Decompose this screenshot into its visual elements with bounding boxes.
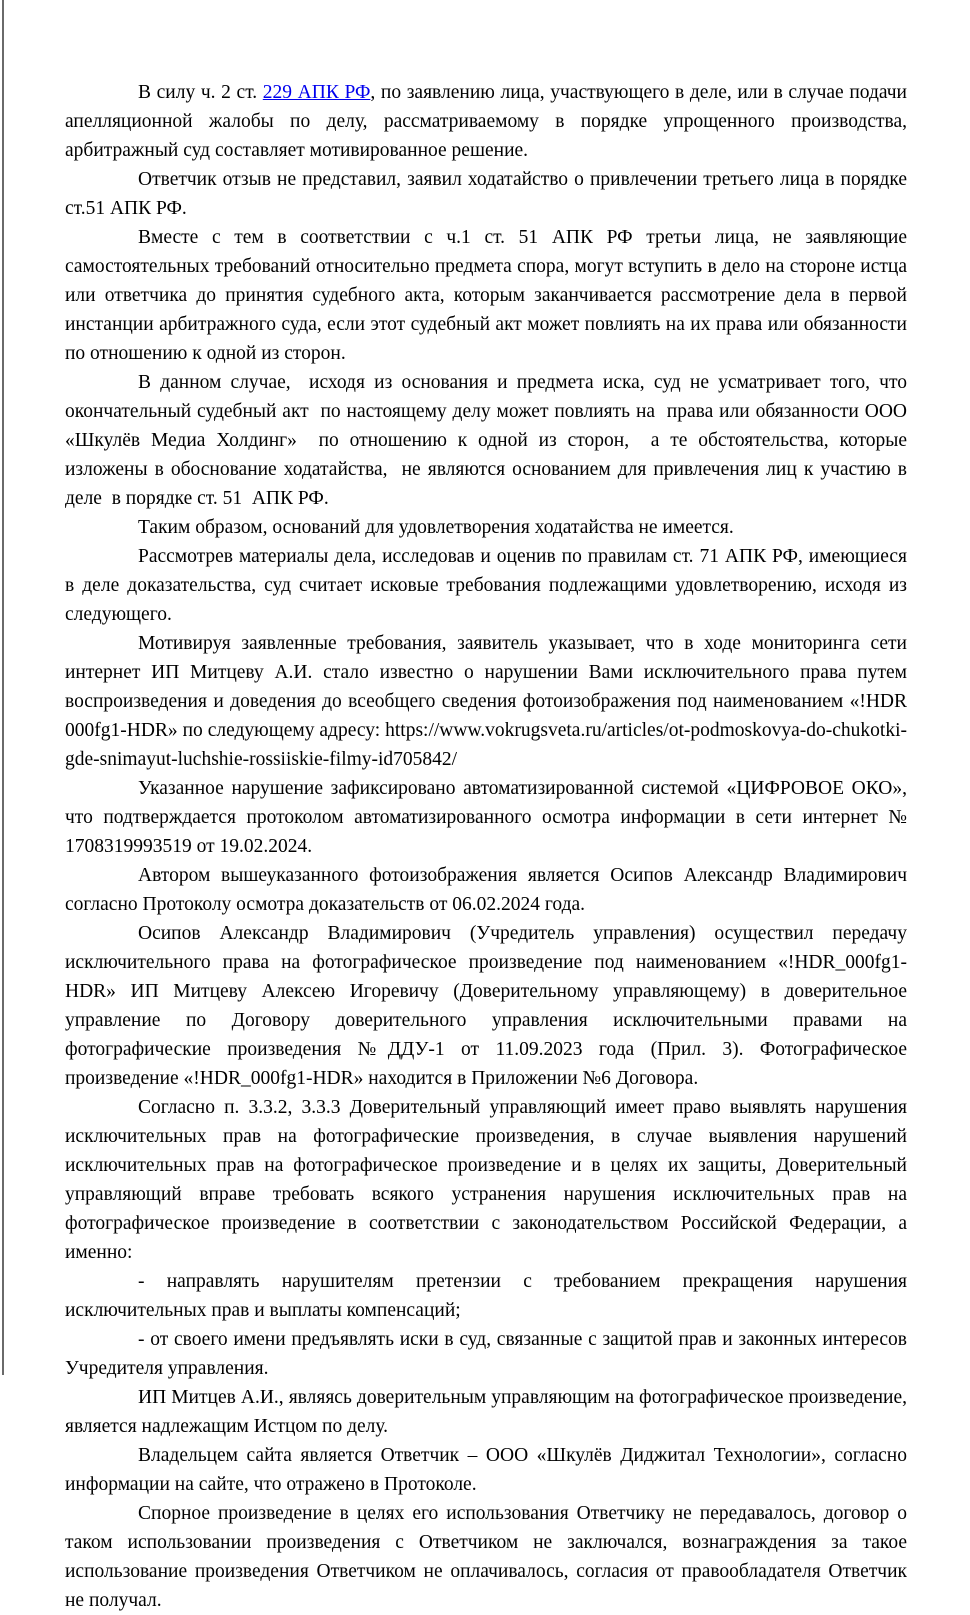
paragraph-avtor bbox=[65, 861, 912, 919]
text-segment: Владельцем сайта является Ответчик – ООО «Шкулёв Диджитал Технологии», согласно информации на сайте, что отражено в Протоколе. bbox=[65, 1445, 912, 1495]
paragraph-spornoe-proizvedenie bbox=[65, 1499, 912, 1615]
link-229-apk-rf[interactable]: 229 АПК РФ bbox=[262, 82, 371, 103]
text-segment: Ответчик отзыв не представил, заявил ходатайство о привлечении третьего лица в порядке ст.51 АПК РФ. bbox=[65, 169, 912, 219]
document-text bbox=[65, 78, 912, 1615]
text-segment: , по заявлению лица, участвующего в деле, или в случае подачи апелляционной жалобы по делу, рассматриваемому в порядке упрощенного производства, арбитражный суд составляет мотивированное решение. bbox=[65, 82, 912, 161]
paragraph-list-iski bbox=[65, 1325, 912, 1383]
paragraph-soglasno-332-333 bbox=[65, 1093, 912, 1267]
text-segment: Осипов Александр Владимирович (Учредитель управления) осуществил передачу исключительного права на фотографическое произведение под наименованием «!HDR_000fg1-HDR» ИП Митцеву Алексею Игоревичу (Доверительному управляющему) в доверительное управление по Договору доверительного управления исключительными правами на фотографические произведения №ДДУ-1 от 11.09.2023 года (Прил. 3). Фотографическое произведение «!HDR_000fg1-HDR» находится в Приложении №6 Договора. bbox=[65, 923, 912, 1089]
paragraph-tsifrovoe-oko bbox=[65, 774, 912, 861]
paragraph-takim-obrazom bbox=[65, 513, 907, 542]
text-segment: Рассмотрев материалы дела, исследовав и оценив по правилам ст. 71 АПК РФ, имеющиеся в деле доказательства, суд считает исковые требования подлежащими удовлетворению, исходя из следующего. bbox=[65, 546, 912, 625]
paragraph-list-pretenzii bbox=[65, 1267, 912, 1325]
paragraph-v-dannom-sluchae bbox=[65, 368, 912, 513]
text-segment: Мотивируя заявленные требования, заявитель указывает, что в ходе мониторинга сети интернет ИП Митцеву А.И. стало известно о нарушении Вами исключительного права путем воспроизведения и доведения до всеобщего сведения фотоизображения под наименованием «!HDR 000fg1-HDR» по следующему адресу: https://www.vokrugsveta.ru/articles/ot-podmoskovya-do-chukotki-gde-snimayut-luchshie-rossiiskie-filmy-id705842/ bbox=[65, 633, 912, 770]
text-segment: Вместе с тем в соответствии с ч.1 ст. 51 АПК РФ третьи лица, не заявляющие самостоятельных требований относительно предмета спора, могут вступить в дело на стороне истца или ответчика до принятия судебного акта, которым заканчивается рассмотрение дела в первой инстанции арбитражного суда, если этот судебный акт может повлиять на их права или обязанности по отношению к одной из сторон. bbox=[65, 227, 912, 364]
text-segment: Автором вышеуказанного фотоизображения является Осипов Александр Владимирович согласно Протоколу осмотра доказательств от 06.02.2024 года. bbox=[65, 865, 912, 915]
text-segment: В данном случае, исходя из основания и предмета иска, суд не усматривает того, что окончательный судебный акт по настоящему делу может повлиять на права или обязанности ООО «Шкулёв Медиа Холдинг» по отношению к одной из сторон, а те обстоятельства, которые изложены в обоснование ходатайства, не являются основанием для привлечения лиц к участию в деле в порядке ст. 51 АПК РФ. bbox=[65, 372, 912, 509]
text-segment: Таким образом, оснований для удовлетворения ходатайства не имеется. bbox=[138, 517, 734, 538]
paragraph-vladelets-sayta bbox=[65, 1441, 912, 1499]
page-edge-line bbox=[2, 0, 4, 1375]
text-segment: ИП Митцев А.И., являясь доверительным управляющим на фотографическое произведение, является надлежащим Истцом по делу. bbox=[65, 1387, 912, 1437]
text-segment: Согласно п. 3.3.2, 3.3.3 Доверительный управляющий имеет право выявлять нарушения исключительных прав на фотографические произведения, в случае выявления нарушений исключительных прав на фотографическое произведение и в целях их защиты, Доверительный управляющий вправе требовать всякого устранения нарушения исключительных прав на фотографическое произведение в соответствии с законодательством Российской Федерации, а именно: bbox=[65, 1097, 912, 1263]
paragraph-osipov-peredacha bbox=[65, 919, 912, 1093]
paragraph-art-51 bbox=[65, 223, 912, 368]
paragraph-mittsev-istets bbox=[65, 1383, 912, 1441]
paragraph-art-229 bbox=[65, 78, 912, 165]
paragraph-rassmotrev bbox=[65, 542, 912, 629]
text-segment: - от своего имени предъявлять иски в суд, связанные с защитой прав и законных интересов Учредителя управления. bbox=[65, 1329, 912, 1379]
text-segment: - направлять нарушителям претензии с требованием прекращения нарушения исключительных прав и выплаты компенсаций; bbox=[65, 1271, 912, 1321]
text-segment: В силу ч. 2 ст. bbox=[138, 82, 263, 103]
paragraph-otvetchik-otzyv bbox=[65, 165, 912, 223]
text-segment: Спорное произведение в целях его использования Ответчику не передавалось, договор о таком использовании произведения с Ответчиком не заключался, вознаграждения за такое использование произведения Ответчиком не оплачивалось, согласия от правообладателя Ответчик не получал. bbox=[65, 1503, 912, 1611]
text-segment: Указанное нарушение зафиксировано автоматизированной системой «ЦИФРОВОЕ ОКО», что подтверждается протоколом автоматизированного осмотра информации в сети интернет № 1708319993519 от 19.02.2024. bbox=[65, 778, 912, 857]
paragraph-motiviruya bbox=[65, 629, 912, 774]
